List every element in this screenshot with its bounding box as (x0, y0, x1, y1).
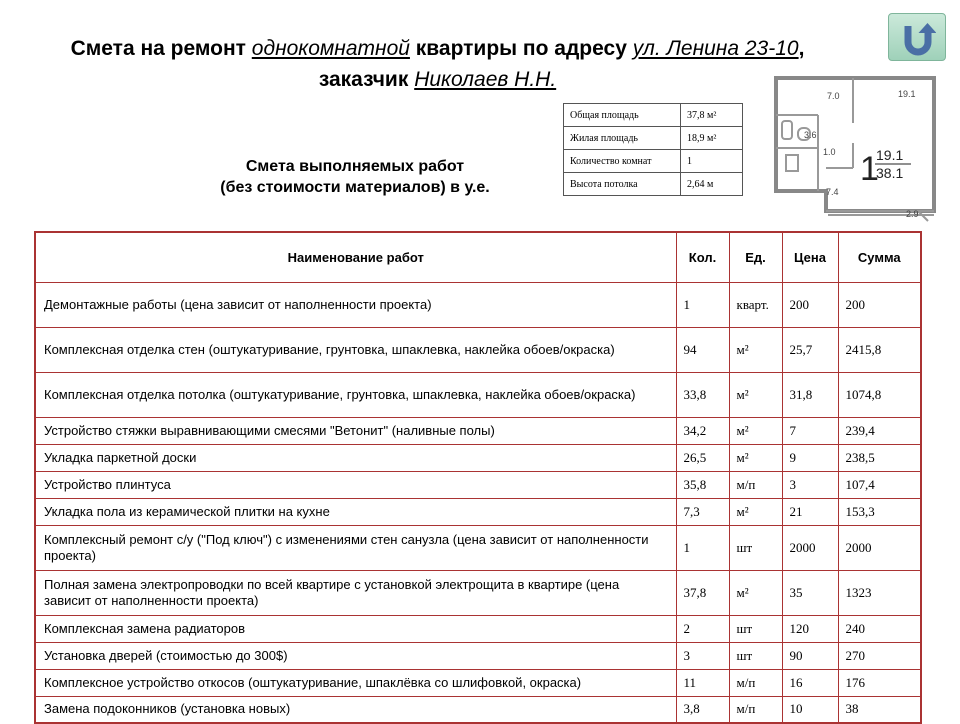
info-row: Общая площадь 37,8 м² (564, 104, 743, 127)
table-row: Комплексная замена радиаторов 2 шт 120 240 (35, 615, 921, 642)
table-row: Замена подоконников (установка новых) 3,8 м/п 10 38 (35, 696, 921, 723)
table-row: Устройство стяжки выравнивающими смесями "Ветонит" (наливные полы) 34,2 м² 7 239,4 (35, 417, 921, 444)
floor-plan-label: 3.6 (804, 130, 817, 140)
apartment-info-table (563, 103, 743, 196)
table-row: Комплексное устройство откосов (оштукатуривание, шпаклёвка со шлифовкой, окраска) 11 м/п 16 176 (35, 669, 921, 696)
table-row: Укладка паркетной доски 26,5 м² 9 238,5 (35, 444, 921, 471)
floor-plan-label: 7.4 (826, 187, 839, 197)
table-row: Демонтажные работы (цена зависит от наполненности проекта) 1 кварт. 200 200 (35, 282, 921, 327)
u-turn-back-icon (900, 20, 936, 56)
table-row: Устройство плинтуса 35,8 м/п 3 107,4 (35, 471, 921, 498)
table-row: Полная замена электропроводки по всей квартире с установкой электрощита в квартире (цена зависит от наполненности проекта) 37,8 м² 35 1323 (35, 570, 921, 615)
table-row: Комплексная отделка потолка (оштукатуривание, грунтовка, шпаклевка, наклейка обоев/окраска) 33,8 м² 31,8 1074,8 (35, 372, 921, 417)
table-header-row (35, 232, 921, 282)
floor-plan-label: 2.9 (906, 209, 919, 219)
floor-plan-label: 19.1 (898, 89, 916, 99)
info-row: Высота потолка 2,64 м (564, 173, 743, 196)
table-row: Комплексный ремонт с/у ("Под ключ") с изменениями стен санузла (цена зависит от наполненности проекта) 1 шт 2000 2000 (35, 525, 921, 570)
floor-plan-rooms: 1 (860, 150, 879, 188)
works-table (34, 231, 922, 724)
floor-plan-label: 7.0 (827, 91, 840, 101)
page-title: Смета на ремонт однокомнатной квартиры по адресу ул. Ленина 23-10, заказчик Николаев Н.Н. (70, 37, 805, 91)
info-row: Количество комнат 1 (564, 150, 743, 173)
address: ул. Ленина 23-10 (632, 37, 799, 60)
apartment-type: однокомнатной (251, 37, 410, 60)
back-button[interactable] (888, 13, 946, 61)
floor-plan (768, 73, 938, 225)
floor-plan-label: 1.0 (823, 147, 836, 157)
estimate-subtitle: Смета выполняемых работ (без стоимости материалов) в у.е. (220, 158, 490, 196)
table-row: Установка дверей (стоимостью до 300$) 3 шт 90 270 (35, 642, 921, 669)
column-header-price: Цена (782, 232, 838, 282)
customer-name: Николаев Н.Н. (414, 68, 557, 91)
table-row: Комплексная отделка стен (оштукатуривание, грунтовка, шпаклевка, наклейка обоев/окраска) 94 м² 25,7 2415,8 (35, 327, 921, 372)
column-header-unit: Ед. (729, 232, 782, 282)
column-header-qty: Кол. (676, 232, 729, 282)
table-row: Укладка пола из керамической плитки на кухне 7,3 м² 21 153,3 (35, 498, 921, 525)
floor-plan-total-area: 38.1 (876, 165, 904, 181)
info-row: Жилая площадь 18,9 м² (564, 127, 743, 150)
column-header-name: Наименование работ (35, 232, 676, 282)
floor-plan-living-area: 19.1 (876, 147, 904, 163)
column-header-sum: Сумма (838, 232, 921, 282)
